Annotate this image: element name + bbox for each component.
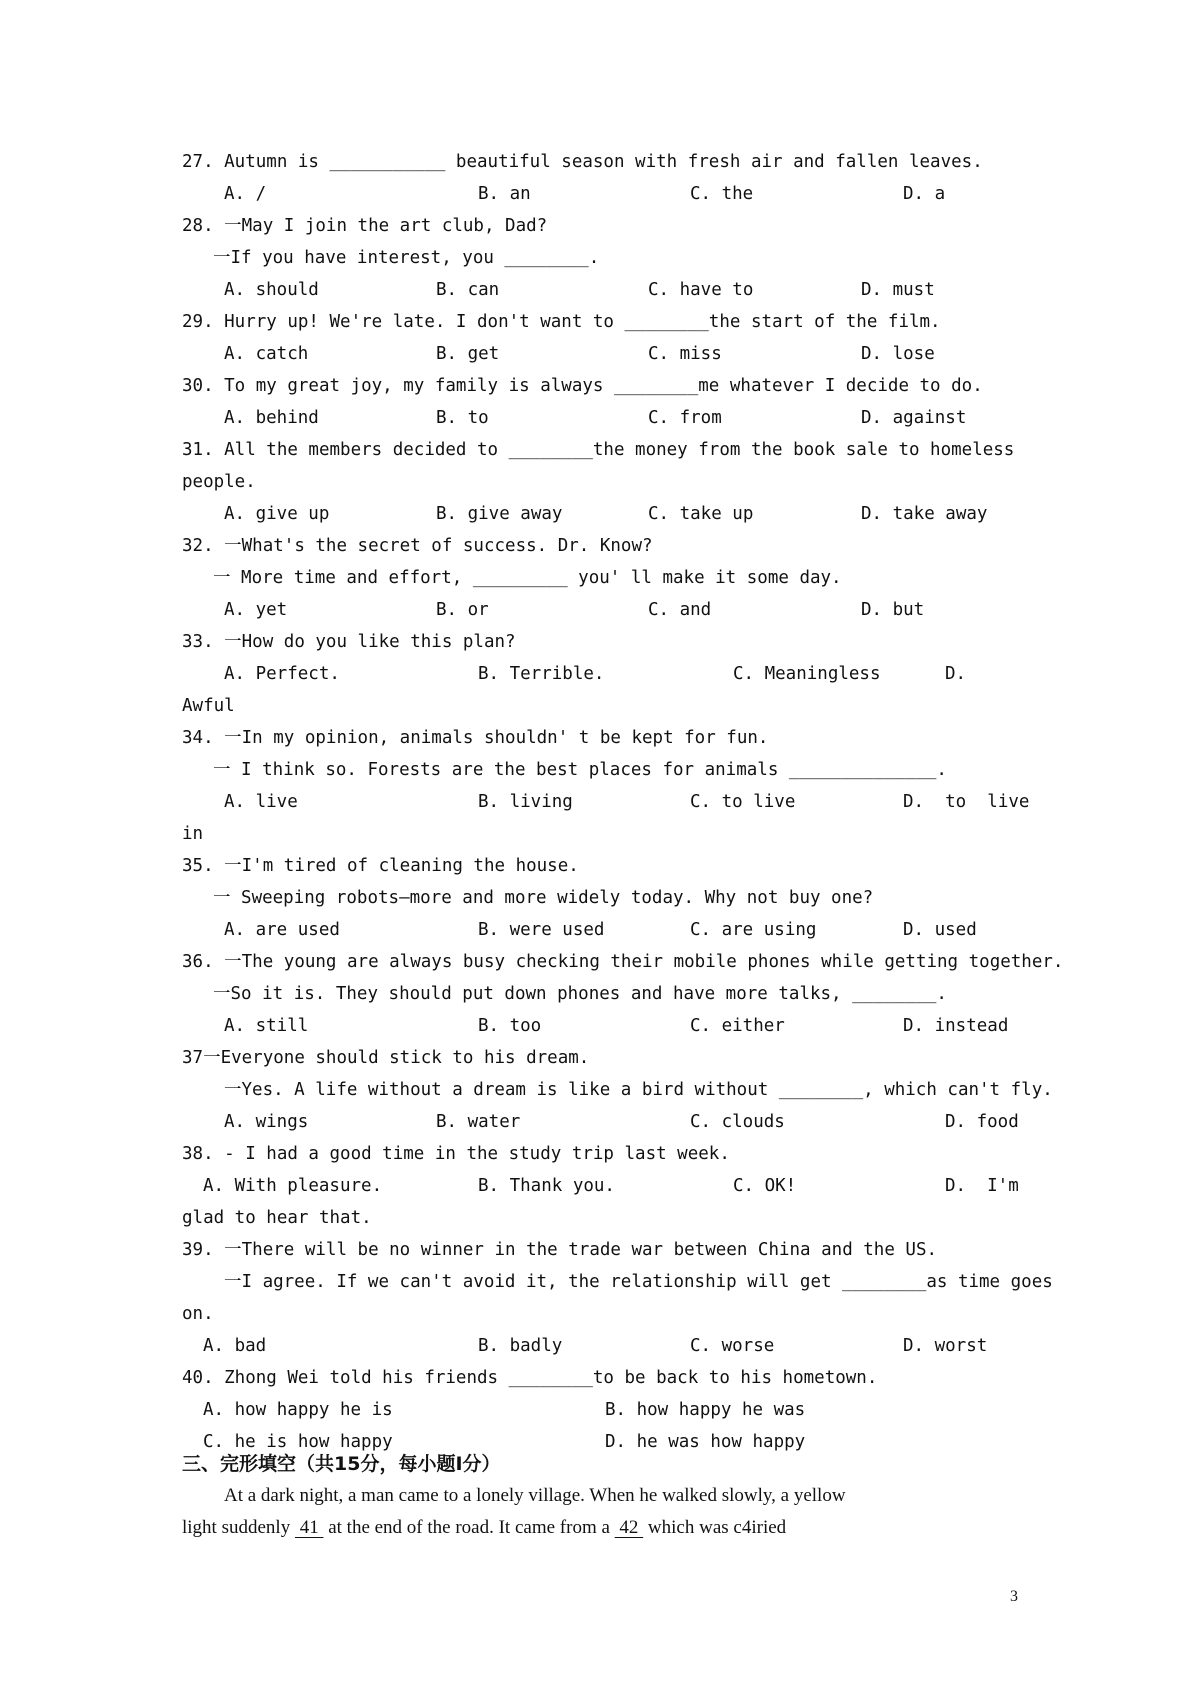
question-line	[0, 1266, 1200, 1298]
line-text: C. either	[690, 1016, 785, 1036]
line-text: 28. 一May I join the art club, Dad?	[182, 216, 548, 236]
line-text: B. get	[436, 344, 500, 364]
blank-42: 42	[614, 1517, 644, 1538]
question-line	[0, 1234, 1200, 1266]
line-text: people.	[182, 472, 256, 492]
line-text: A. are used	[224, 920, 340, 940]
question-line	[0, 914, 1200, 946]
line-text: B. give away	[436, 504, 563, 524]
question-line	[0, 1074, 1200, 1106]
line-text: 一If you have interest, you ________.	[213, 248, 600, 268]
line-text: A. should	[224, 280, 319, 300]
section-heading	[0, 1448, 1200, 1480]
question-line	[0, 466, 1200, 498]
line-text: D. used	[903, 920, 977, 940]
question-line	[0, 242, 1200, 274]
line-text: 32. 一What's the secret of success. Dr. Know?	[182, 536, 653, 556]
line-text: D. he was how happy	[605, 1432, 806, 1452]
question-line	[0, 274, 1200, 306]
line-text: D. against	[861, 408, 967, 428]
line-text: A. Perfect.	[224, 664, 340, 684]
question-line	[0, 1138, 1200, 1170]
line-text: C. take up	[648, 504, 754, 524]
question-line	[0, 690, 1200, 722]
line-text: B. Thank you.	[478, 1176, 615, 1196]
line-text: D. worst	[903, 1336, 988, 1356]
passage-text: light suddenly	[182, 1517, 295, 1538]
line-text: D. to live	[903, 792, 1030, 812]
line-text: A. bad	[203, 1336, 267, 1356]
line-text: A. wings	[224, 1112, 309, 1132]
line-text: B. living	[478, 792, 573, 812]
line-text: C. and	[648, 600, 712, 620]
question-line	[0, 818, 1200, 850]
passage-text: at the end of the road. It came from a	[323, 1517, 615, 1538]
line-text: 35. 一I'm tired of cleaning the house.	[182, 856, 579, 876]
line-text: D. a	[903, 184, 946, 204]
line-text: B. badly	[478, 1336, 563, 1356]
line-text: 27. Autumn is ___________ beautiful season with fresh air and fallen leaves.	[182, 152, 983, 172]
line-text: C. from	[648, 408, 722, 428]
question-line	[0, 882, 1200, 914]
line-text: A. catch	[224, 344, 309, 364]
line-text: 40. Zhong Wei told his friends ________to be back to his hometown.	[182, 1368, 878, 1388]
question-line	[0, 1362, 1200, 1394]
line-text: A. still	[224, 1016, 309, 1036]
line-text: C. he is how happy	[203, 1432, 393, 1452]
question-line	[0, 434, 1200, 466]
question-line	[0, 946, 1200, 978]
passage-text: At a dark night, a man came to a lonely village. When he walked slowly, a yellow	[224, 1485, 846, 1506]
line-text: C. have to	[648, 280, 754, 300]
line-text: D. I'm	[945, 1176, 1019, 1196]
passage-text: which was c4iried	[643, 1517, 787, 1538]
line-text: C. OK!	[733, 1176, 797, 1196]
line-text: 30. To my great joy, my family is always ________me whatever I decide to do.	[182, 376, 983, 396]
question-line	[0, 1394, 1200, 1426]
line-text: D.	[945, 664, 967, 684]
line-text: B. were used	[478, 920, 605, 940]
blank-41: 41	[294, 1517, 324, 1538]
page-number: 3	[1010, 1588, 1018, 1605]
question-line	[0, 146, 1200, 178]
line-text: 一 I think so. Forests are the best places for animals ______________.	[213, 760, 947, 780]
line-text: 31. All the members decided to ________the money from the book sale to homeless	[182, 440, 1015, 460]
question-line	[0, 306, 1200, 338]
line-text: B. or	[436, 600, 489, 620]
question-line	[0, 1106, 1200, 1138]
question-line	[0, 338, 1200, 370]
line-text: 38. - I had a good time in the study trip last week.	[182, 1144, 730, 1164]
question-line	[0, 658, 1200, 690]
line-text: in	[182, 824, 204, 844]
line-text: A. how happy he is	[203, 1400, 393, 1420]
line-text: on.	[182, 1304, 214, 1324]
line-text: C. the	[690, 184, 754, 204]
question-line	[0, 850, 1200, 882]
question-line	[0, 402, 1200, 434]
line-text: D. instead	[903, 1016, 1009, 1036]
line-text: 37一Everyone should stick to his dream.	[182, 1048, 590, 1068]
passage-line-2	[0, 1512, 1200, 1544]
line-text: D. food	[945, 1112, 1019, 1132]
question-line	[0, 498, 1200, 530]
question-line	[0, 978, 1200, 1010]
line-text: B. an	[478, 184, 531, 204]
line-text: B. to	[436, 408, 489, 428]
line-text: B. can	[436, 280, 500, 300]
line-text: 29. Hurry up! We're late. I don't want to ________the start of the film.	[182, 312, 941, 332]
question-line	[0, 210, 1200, 242]
line-text: 33. 一How do you like this plan?	[182, 632, 516, 652]
line-text: 一Yes. A life without a dream is like a bird without ________, which can't fly.	[224, 1080, 1053, 1100]
line-text: D. take away	[861, 504, 988, 524]
section-heading-text: 三、完形填空（共15分，每小题I分）	[182, 1453, 501, 1475]
line-text: C. to live	[690, 792, 796, 812]
question-line	[0, 594, 1200, 626]
question-line	[0, 370, 1200, 402]
line-text: A. yet	[224, 600, 288, 620]
question-line	[0, 1330, 1200, 1362]
line-text: Awful	[182, 696, 235, 716]
question-line	[0, 754, 1200, 786]
line-text: A. With pleasure.	[203, 1176, 383, 1196]
line-text: 36. 一The young are always busy checking their mobile phones while getting together.	[182, 952, 1064, 972]
question-line	[0, 178, 1200, 210]
line-text: B. Terrible.	[478, 664, 605, 684]
line-text: C. clouds	[690, 1112, 785, 1132]
passage-line-1	[0, 1480, 1200, 1512]
line-text: C. are using	[690, 920, 817, 940]
line-text: D. but	[861, 600, 925, 620]
line-text: C. worse	[690, 1336, 775, 1356]
line-text: D. must	[861, 280, 935, 300]
question-line	[0, 626, 1200, 658]
line-text: B. water	[436, 1112, 521, 1132]
line-text: C. Meaningless	[733, 664, 881, 684]
line-text: 一 Sweeping robots—more and more widely today. Why not buy one?	[213, 888, 874, 908]
passage-line-2-text	[182, 1512, 786, 1544]
line-text: A. live	[224, 792, 298, 812]
line-text: D. lose	[861, 344, 935, 364]
question-line	[0, 562, 1200, 594]
line-text: 一I agree. If we can't avoid it, the relationship will get ________as time goes	[224, 1272, 1053, 1292]
question-line	[0, 1170, 1200, 1202]
question-line	[0, 530, 1200, 562]
line-text: B. too	[478, 1016, 542, 1036]
line-text: 一 More time and effort, _________ you' ll make it some day.	[213, 568, 842, 588]
line-text: A. give up	[224, 504, 330, 524]
line-text: glad to hear that.	[182, 1208, 372, 1228]
line-text: 一So it is. They should put down phones and have more talks, ________.	[213, 984, 947, 1004]
line-text: A. /	[224, 184, 267, 204]
question-line	[0, 1298, 1200, 1330]
line-text: B. how happy he was	[605, 1400, 806, 1420]
line-text: 39. 一There will be no winner in the trade war between China and the US.	[182, 1240, 938, 1260]
question-line	[0, 786, 1200, 818]
question-line	[0, 1042, 1200, 1074]
line-text: A. behind	[224, 408, 319, 428]
line-text: 34. 一In my opinion, animals shouldn' t be kept for fun.	[182, 728, 769, 748]
question-line	[0, 722, 1200, 754]
question-line	[0, 1202, 1200, 1234]
question-line	[0, 1010, 1200, 1042]
line-text: C. miss	[648, 344, 722, 364]
